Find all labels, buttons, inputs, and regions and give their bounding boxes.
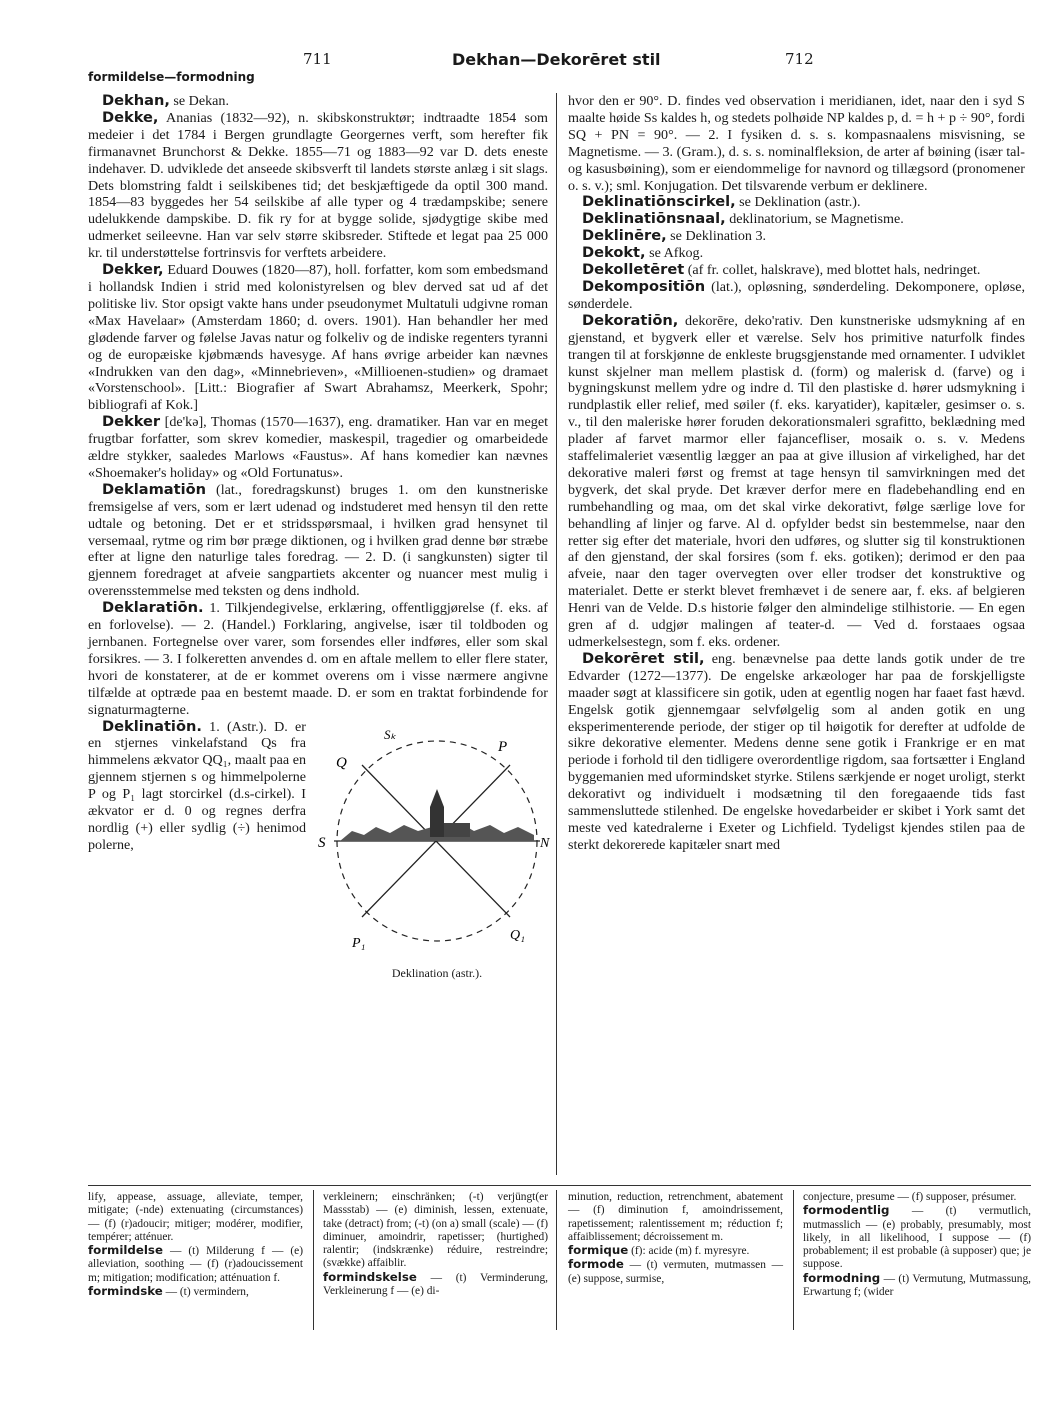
entry-dekolleteret: Dekolletēret (af fr. collet, halskrave), med blottet hals, nedringet. xyxy=(582,261,981,279)
entry-dekke: Dekke, Ananias (1832—92), n. skibskonstruktør; indtraadte 1854 som medeier i det 1784 i Bergen grundlagte Georgernes verft, som herefter fik firmanavnet Brunchorst & Dekke. 1855—71 og 1883—92 var D. dets eneste indehaver. D. udviklede det anseede skibsverft til landets største anlæg i sit slags. Dets blomstring faldt i seilskibenes tid; det beskjæftigede da optil 300 mand. 1854—83 byggedes her 54 seilskibe af alle typer og 4 trædampskibe; senere udelukkende dampskibe. D. fik ry for at bygge solide, sjødygtige skibe med udmerket seileevne. Han var selv større skibsreder. Stiftede et legat paa 25 000 kr. til understøttelse fortrinsvis for verftets arbeidere. xyxy=(88,108,548,262)
label-q1: Q₁ xyxy=(510,927,525,943)
entry-deklinationscirkel: Deklinatiōnscirkel, se Deklination (astr.). xyxy=(582,193,861,211)
entry-deklination: Deklinatiōn. 1. (Astr.). D. er en stjernes vinkelafstand Qs fra himmelens ækvator QQ₁, maalt paa en gjennem stjernen s og himmelpolerne P og P₁ lagt storcirkel (d.s-cirkel). I ækvator er d. 0 og regnes derfra nordlig (+) eller sydlig (÷) henimod polerne, xyxy=(88,717,306,853)
glossary-entry: formode — (t) vermuten, mutmassen — (e) suppose, surmise, xyxy=(568,1257,783,1285)
entry-dekoreret-stil: Dekorēret stil, eng. benævnelse paa dette lands gotik under de tre Edvarder (1272—1377). De engelske arkæologer har paa de forskjelligste maader søgt at klassificere sin gotik, uden at egentlig nogen har faaet fast hævd. Engelsk gotik gjennemgaar selvfølgelig som al anden gotik en ung eksperimenterende periode, der stiger op til høigotik for derefter at udfolde de sikre dekorative elementer. Medens denne sene gotik i Frankrige er en mat periode i forhold til den tidligere overordentlige rigdom, saa fortsætter i England byggemanien med uformindsket styrke. Stilens særkjende er noget uroligt, sterkt dekorativt og individuelt i modsætning til den foregaaende tids fast sammensluttede stilenhed. De engelske hovedarbeider er skibet i York samt det meste ved katedralerne i Exeter og Lichfield. Tydeligst kjendes stilen paa de sterkt dekorerede kapitæler snart med xyxy=(568,649,1026,853)
page-number-left: 711 xyxy=(303,50,332,68)
declination-diagram xyxy=(312,723,562,963)
figure-caption: Deklination (astr.). xyxy=(391,965,483,980)
running-head-title: Dekhan—Dekorēret stil xyxy=(452,50,661,69)
glossary-entry: formindske — (t) vermindern, xyxy=(88,1284,249,1299)
glossary-entry: lify, appease, assuage, alleviate, temper, mitigate; (-nde) extenuating (circumstances) — (f) (r)adoucir; mitiger; modérer, modifier, tempérer; atténuer. xyxy=(88,1191,303,1243)
entry-dekokt: Dekokt, se Afkog. xyxy=(582,244,704,262)
entry-deklinere: Deklinēre, se Deklination 3. xyxy=(582,227,767,245)
glossary-entry: minution, reduction, retrenchment, abatement — (f) diminution f, amoindrissement, rapetissement; ralentissement m; réduction f; affaiblissement; décroissement m. xyxy=(568,1191,783,1243)
dictionary-guide-words: formildelse—formodning xyxy=(88,70,255,84)
glossary-entry: formodning — (t) Vermutung, Mutmassung, Erwartung f; (wider xyxy=(803,1270,1031,1299)
entry-dekker-eduard: Dekker, Eduard Douwes (1820—87), holl. forfatter, kom som embedsmand i hollandsk Indien i strid med kolonistyrelsen og blev derved sat ud af det politiske liv. Stor opsigt vakte hans under pseudonymet Multatuli udgivne roman «Max Havelaar» (Amsterdam 1860; d. overs. 1901). Han behandler her med glødende farver og følelse Javas natur og folkeliv og de indiske regenters tyranni og de europæiske kjøbmænds havesyge. Af hans øvrige arbeider kan nævnes «Indrukken van den dag», «Minnebrieven», «Millioenen-studien» og dramaet «Vorstenschool». [Litt.: Biografier af Swart Abrahamsz, Meerkerk, Spohr; bibliografi af Kok.] xyxy=(88,261,548,414)
entry-deklamation: Deklamatiōn (lat., foredragskunst) bruges 1. om den kunstneriske fremsigelse af vers, som er lært udenad og indstuderet med hensyn til den rette udtale og betoning. Det er et stridsspørsmaal, i hvilken grad hensynet til versemaal, rytme og rim bør præge diktionen, og i hvilken grad denne bør stræbe efter at ligne den naturlige tales foredrag. — 2. D. (i sangkunsten) sigter til gjennem foredraget at afveie sangpartiets akcenter og nuancer mest mulig i overensstemmelse med teksten og dens indhold. xyxy=(88,480,548,600)
glossary-entry: formildelse — (t) Milderung f — (e) alleviation, soothing — (f) (r)adoucissement m; mitigation; modification; atténuation f. xyxy=(88,1243,303,1284)
footer-divider xyxy=(88,1185,1031,1186)
entry-dekhan: Dekhan, se Dekan. xyxy=(102,92,229,109)
entry-deklaration: Deklaratiōn. 1. Tilkjendegivelse, erklæring, offentliggjørelse (f. eks. af en forlovelse). — 2. (Handel.) Forklaring, angivelse, især til toldboden og jernbanen. Fortegnelse over varer, som forsendes eller indføres, eller som skal forsikres. — 3. I folkeretten anvendes d. om en aftale mellem to eller flere stater, hvori de konstaterer, at de er kommet overens om i visse nærmere angivne tilfælde at optræde paa en bestemt maade. D. er som en traktat forbindende for signaturmagterne. xyxy=(88,599,548,718)
glossary-entry: conjecture, presume — (f) supposer, présumer. xyxy=(803,1191,1017,1203)
footer-column-divider xyxy=(313,1190,314,1330)
label-p: P xyxy=(498,738,508,755)
footer-column-divider xyxy=(556,1190,557,1330)
glossary-column-2 xyxy=(323,1190,548,1298)
label-n: N xyxy=(540,835,550,851)
label-p1: P₁ xyxy=(352,935,366,951)
entry-dekoration: Dekoratiōn, dekorēre, deko'rativ. Den kunstneriske udsmykning af en gjenstand, et bygverk eller et værelse. Selv hos primitive naturfolk findes trangen til at forskjønne de enkleste brugsgjenstande med ornamenter. I udviklet kunst skjelner man mellem plastisk d. (form) og malerisk d. (farve) og i bygningskunst mellem ydre og indre d. Til den plastiske d. hører udsmykning i rundplastik eller relief, med søiler (f. eks. karyatider), kapitæler, gesimser o. s. v., til den maleriske hører foruden dekorationsmaleri sgrafitto, beklædning med plader af farvet marmor eller fajancefliser, mosaik o. s. v. Medens staffelimaleriet væsentlig lægger an paa at give illusion af virkelighed, har det dekorative maleri først og fremst at tage hensyn til samvirkningen med det bygverk, det skal pryde. Det kræver derfor mere en fladebehandling end en rumbehandling og maa, om det skal virke dekorativt, følge særlige love for behandling af linjer og farve. Al d. opfylder bedst sin bestemmelse, naar den retter sig efter det materiale, hvori den udføres, og slutter sig til konstruktionen af den gjenstand, der skal forsires (som f. eks. gotiken); derimod er den paa afveie, naar den tager overvegten over eller trodser det konstruktive og materialet. Dette er sterkt blevet fremhævet i de senere aar, f. eks. af belgieren Henri van de Velde. D.s historie følger den almindelige stilhistorie. — En egen gren af d. udgjør malingen af teater-d. — Ved d. forstaaes ogsaa udmerkelsestegn, som f. eks. ordener. xyxy=(568,311,1025,650)
entry-deklination-cont: hvor den er 90°. D. findes ved observation i meridianen, idet, naar den i syd S maalte høide Ss kaldes h, og stedets polhøide NP kaldes p, d. = h + p ÷ 90°, fordi SQ + PN = 90°. — 2. I fysiken d. s. s. kompasnaalens misvisning, se Magnetisme. — 3. (Gram.), d. s. s. nominalfleksion, de arter af bøining (især tal- og kasusbøining), som er eiendommelige for navnord og tillægsord (pronomener o. s. v.); sml. Konjugation. Det tilsvarende verbum er deklinere. xyxy=(568,93,1025,194)
declination-figure xyxy=(312,723,562,985)
text-column-right xyxy=(568,93,1025,1173)
glossary-column-3 xyxy=(568,1190,783,1286)
label-q: Q xyxy=(336,754,347,771)
glossary-entry: formodentlig — (t) vermutlich, mutmasslich — (e) probably, presumably, most likely, in all likelihood, I suppose — (f) probablement; il est probable (à supposer) que; je suppose. xyxy=(803,1203,1031,1271)
glossary-column-4 xyxy=(803,1190,1031,1299)
glossary-column-1 xyxy=(88,1190,303,1299)
glossary-entry: formique (f): acide (m) f. myresyre. xyxy=(568,1243,750,1258)
entry-deklinationsnaal: Deklinatiōnsnaal, deklinatorium, se Magnetisme. xyxy=(582,210,904,228)
column-divider xyxy=(556,93,557,1175)
page-number-right: 712 xyxy=(785,50,814,68)
glossary-entry: verkleinern; einschränken; (-t) verjüngt(er Massstab) — (e) diminish, lessen, extenuate, take (detract) from; (-t) (on a) small (scale) — (f) diminuer, amoindrir, rapetisser; (hurtighed) ralentir; (indskrænke) réduire, restreindre; (svække) affaiblir. xyxy=(323,1191,548,1270)
glossary-entry: formindskelse — (t) Verminderung, Verkleinerung f — (e) di- xyxy=(323,1269,548,1298)
footer-column-divider xyxy=(793,1190,794,1330)
text-column-left xyxy=(88,93,548,1168)
label-sk: Sₖ xyxy=(384,726,397,742)
label-s: S xyxy=(318,834,326,851)
entry-dekker-thomas: Dekker [de'kə], Thomas (1570—1637), eng. dramatiker. Han var en meget frugtbar forfatter, som skrev komedier, maskespil, tragedier og omarbeidede ældre stykker, saaledes Marlows «Faustus». Af hans komedier kan nævnes «Shoemaker's holiday» og «Old Fortunatus». xyxy=(88,413,548,481)
entry-dekomposition: Dekompositiōn (lat.), opløsning, sønderdeling. Dekomponere, opløse, sønderdele. xyxy=(568,277,1025,312)
